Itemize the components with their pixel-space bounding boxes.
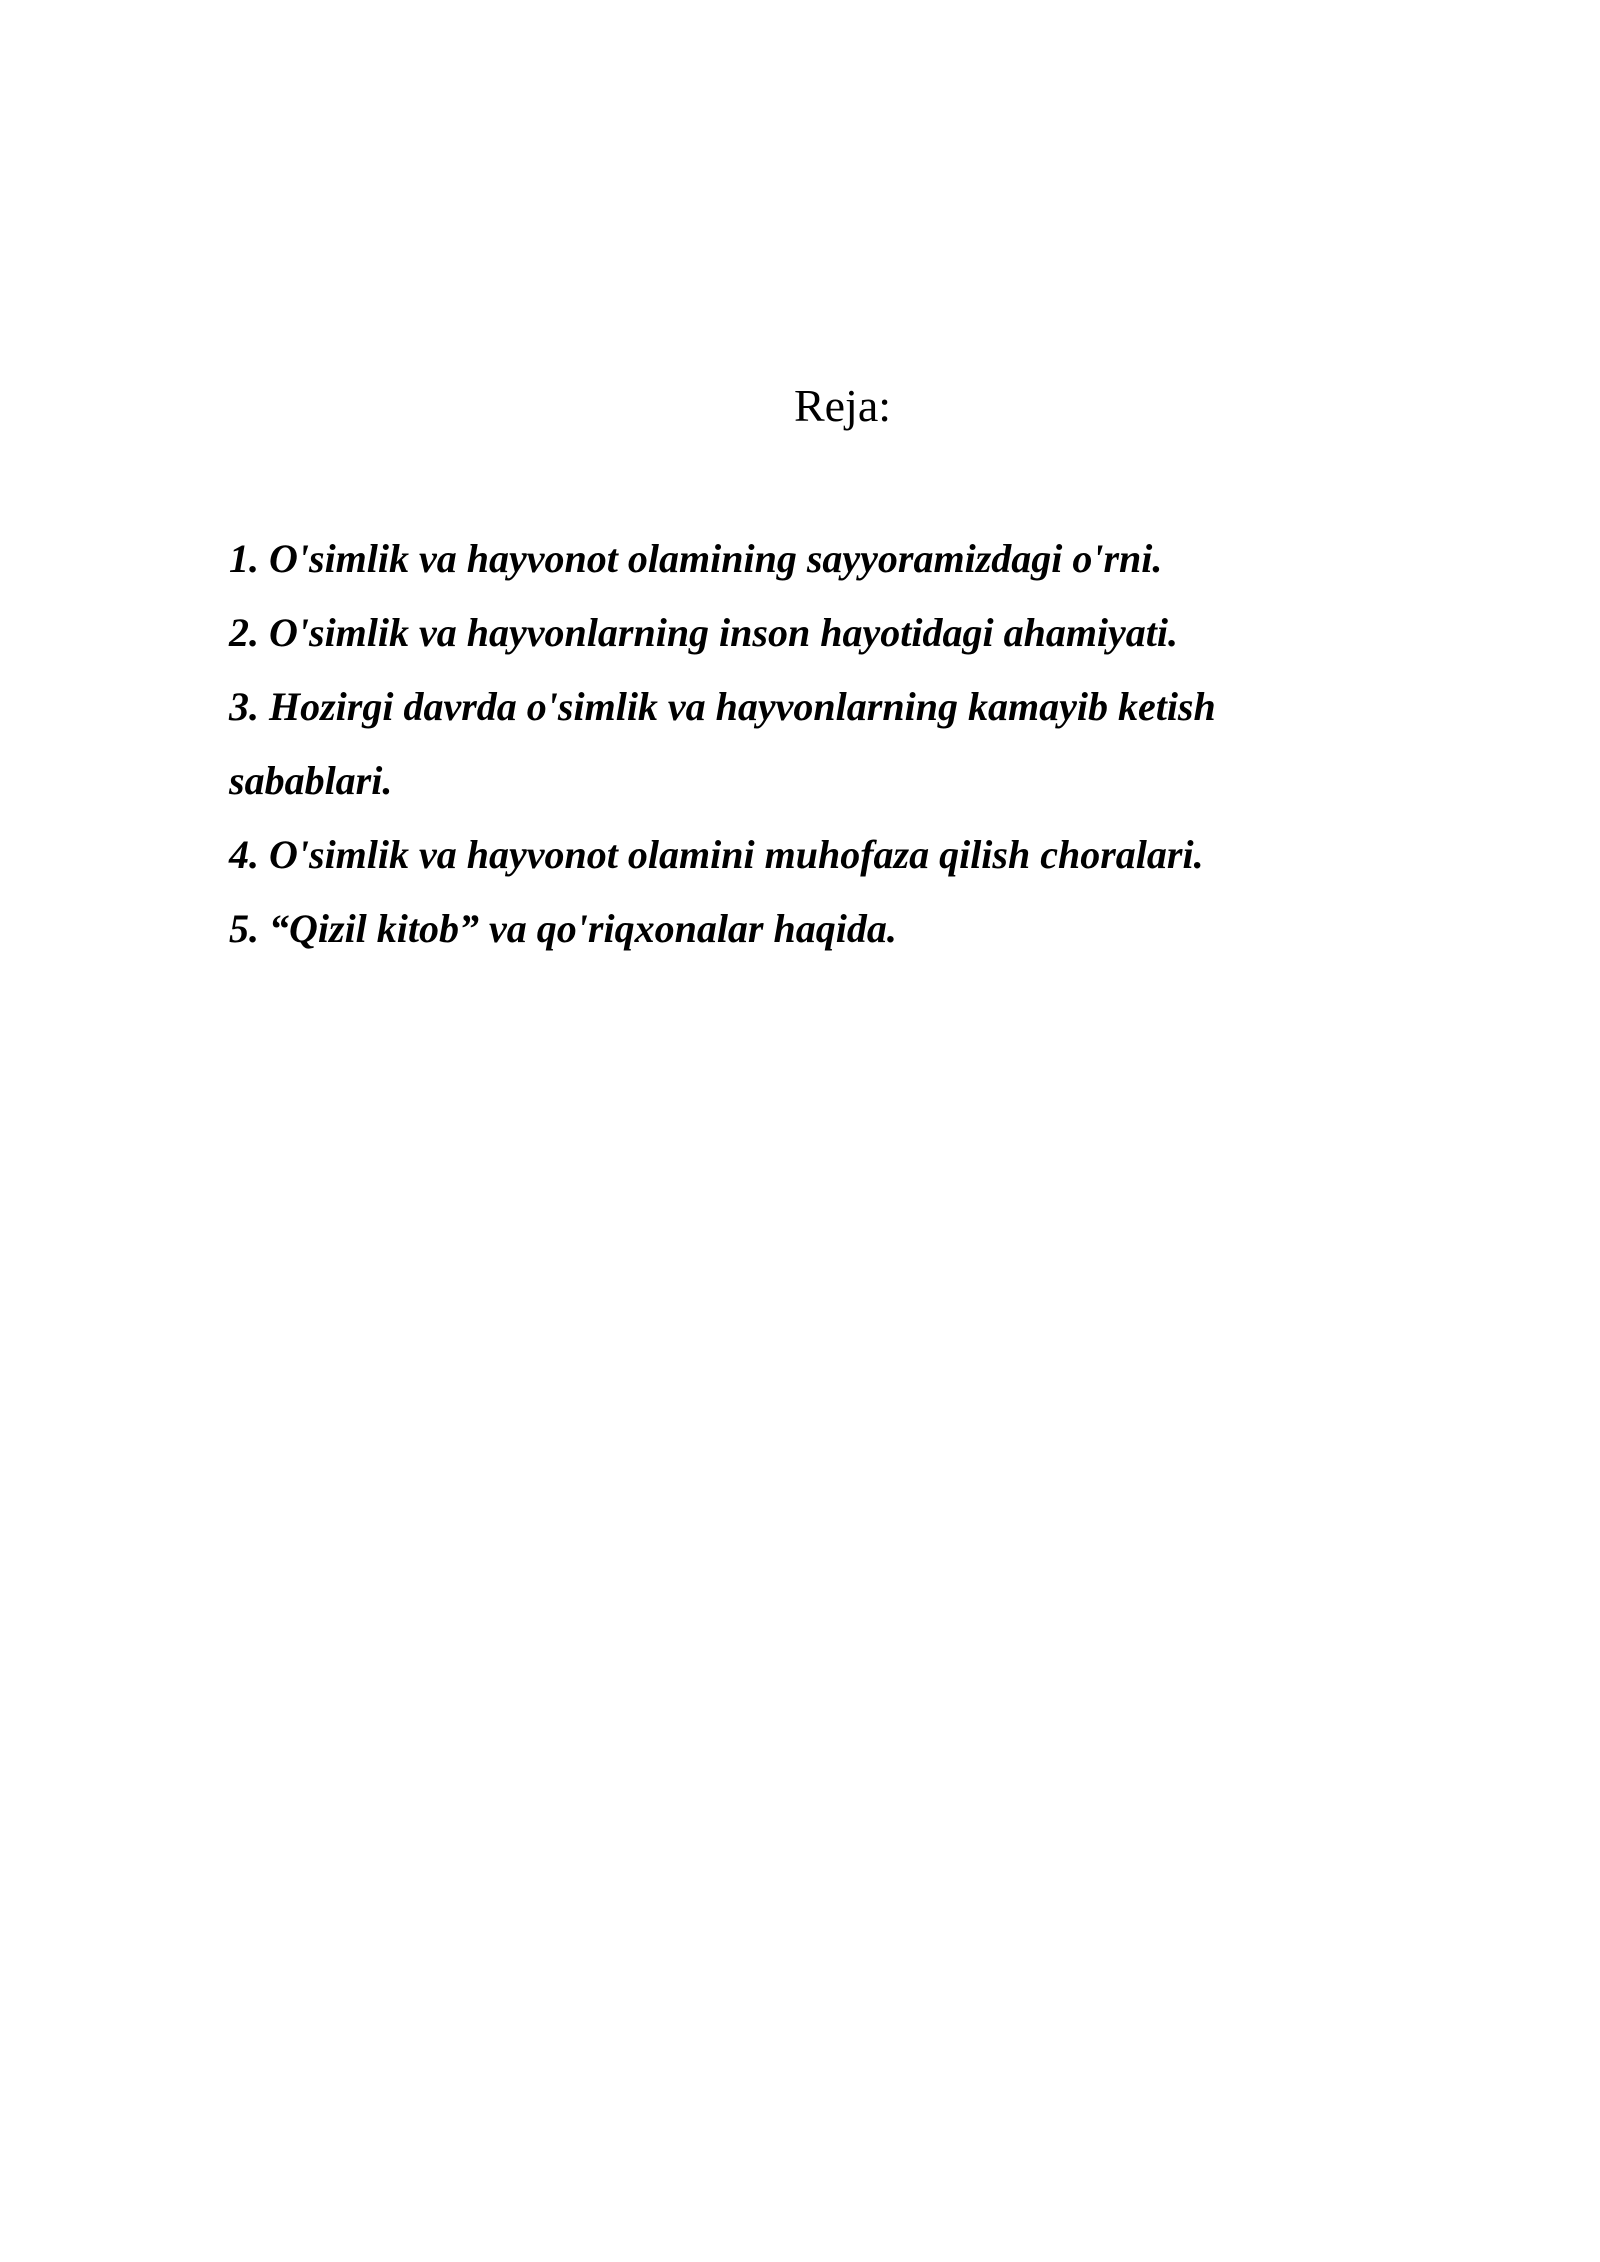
plan-item-5: 5. “Qizil kitob” va qo'riqxonalar haqida.	[229, 906, 897, 951]
plan-list	[229, 522, 1379, 966]
plan-item-1: 1. O'simlik va hayvonot olamining sayyoramizdagi o'rni.	[229, 536, 1163, 581]
plan-item-3: 3. Hozirgi davrda o'simlik va hayvonlarning kamayib ketish sabablari.	[229, 684, 1216, 803]
plan-item-2: 2. O'simlik va hayvonlarning inson hayotidagi ahamiyati.	[229, 610, 1179, 655]
page-title: Reja:	[793, 380, 892, 431]
plan-item-4: 4. O'simlik va hayvonot olamini muhofaza qilish choralari.	[229, 832, 1204, 877]
